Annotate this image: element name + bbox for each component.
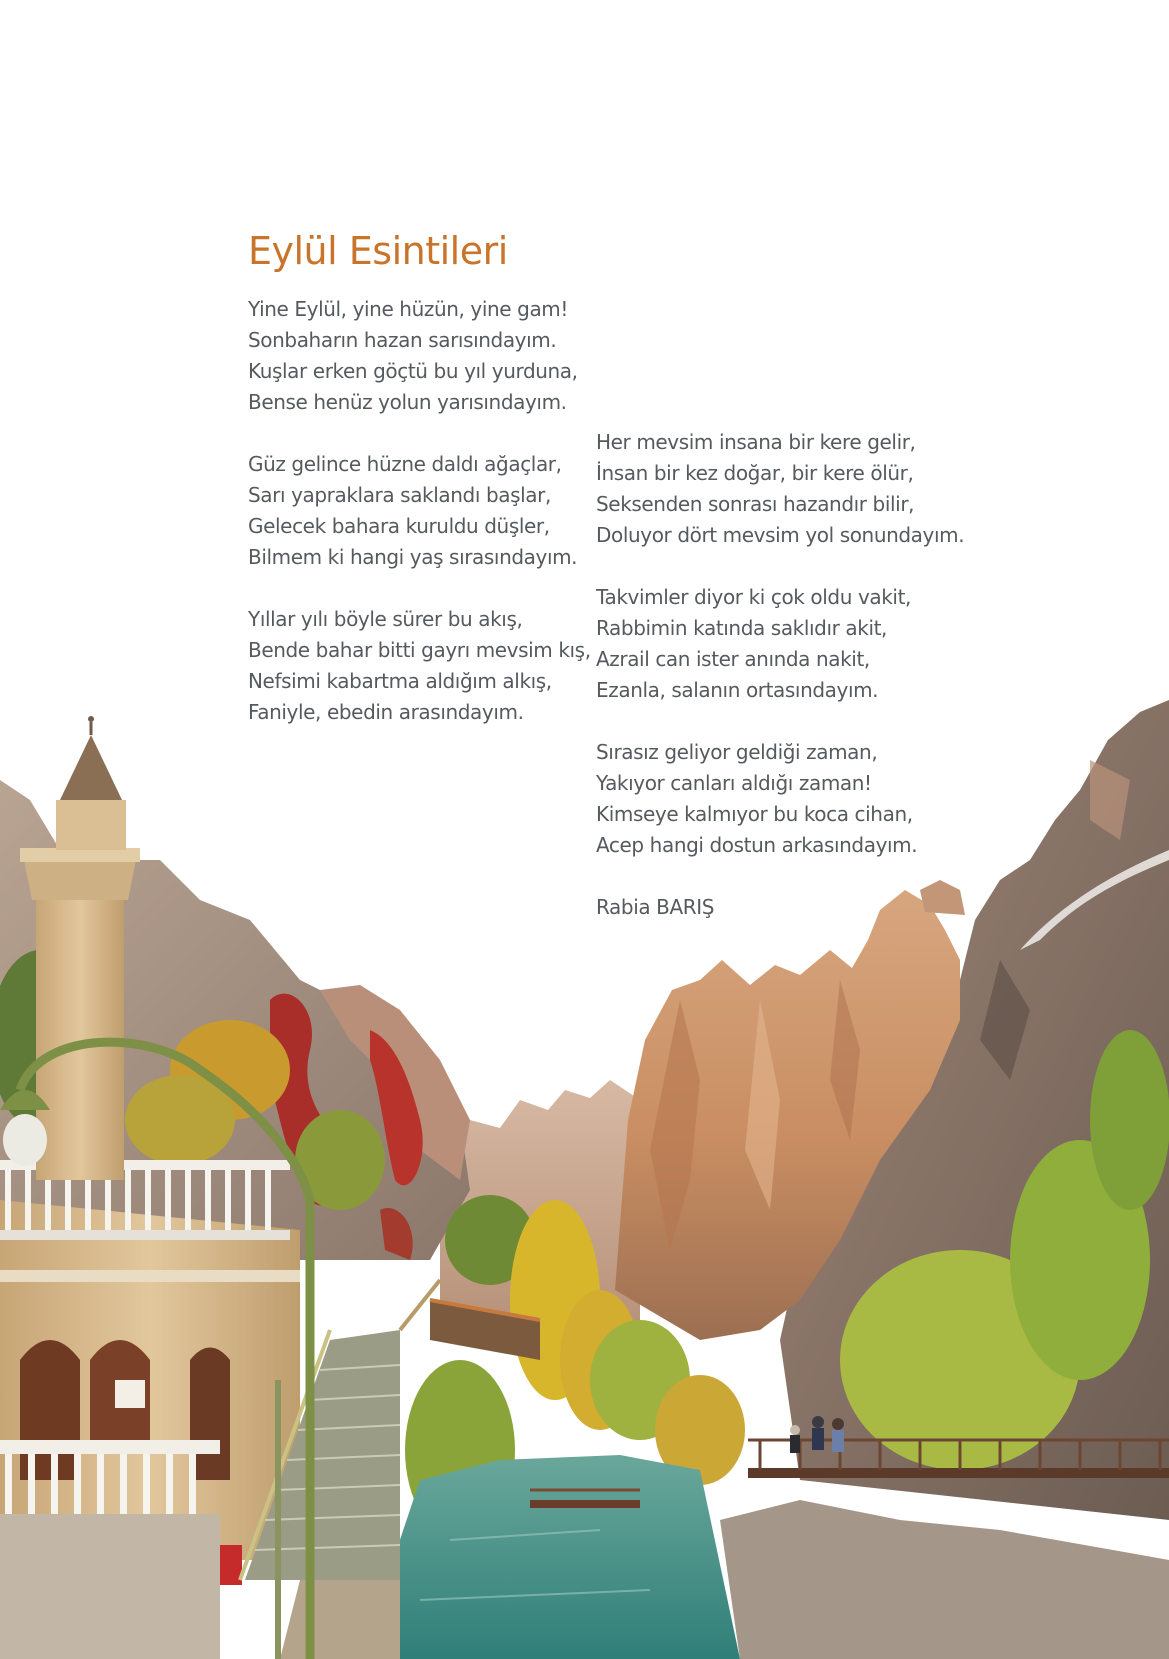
minaret-icon [20,716,140,1180]
poem-line: Her mevsim insana bir kere gelir, [596,430,916,454]
poem-line: Bilmem ki hangi yaş sırasındayım. [248,545,578,569]
poem-line: Doluyor dört mevsim yol sonundayım. [596,523,965,547]
poem-author [596,892,964,923]
poem-line: Bense henüz yolun yarısındayım. [248,390,567,414]
poem-line: Nefsimi kabartma aldığım alkış, [248,669,552,693]
poem-line: Sarı yapraklara saklandı başlar, [248,483,551,507]
poem-line: Kuşlar erken göçtü bu yıl yurduna, [248,359,578,383]
poem-line: Yakıyor canları aldığı zaman! [596,771,872,795]
poem-stanza [248,294,591,418]
poem-line: İnsan bir kez doğar, bir kere ölür, [596,461,914,485]
poem-line: Rabbimin katında saklıdır akit, [596,616,887,640]
poem-line: Sırasız geliyor geldiği zaman, [596,740,878,764]
poem-line: Takvimler diyor ki çok oldu vakit, [596,585,911,609]
right-bank [720,1500,1169,1659]
poem-line: Acep hangi dostun arkasındayım. [596,833,918,857]
poem-left-column [248,294,591,759]
poem-stanza [596,737,964,861]
poem-line: Sonbaharın hazan sarısındayım. [248,328,557,352]
poem-line: Gelecek bahara kuruldu düşler, [248,514,550,538]
poem-stanza [596,427,964,551]
poem-right-column [596,427,964,954]
poem-line: Bende bahar bitti gayrı mevsim kış, [248,638,591,662]
poem-stanza [248,449,591,573]
poem-line: Ezanla, salanın ortasındayım. [596,678,879,702]
poem-line: Azrail can ister anında nakit, [596,647,870,671]
poem-line: Yine Eylül, yine hüzün, yine gam! [248,297,569,321]
poem-line: Güz gelince hüzne daldı ağaçlar, [248,452,562,476]
poem-stanza [596,582,964,706]
author-name: Rabia BARIŞ [596,895,715,919]
poem-line: Faniyle, ebedin arasındayım. [248,700,524,724]
poem-line: Yıllar yılı böyle sürer bu akış, [248,607,523,631]
poem-line: Kimseye kalmıyor bu koca cihan, [596,802,913,826]
poem-title: Eylül Esintileri [248,229,508,273]
poem-stanza [248,604,591,728]
poem-line: Seksenden sonrası hazandır bilir, [596,492,915,516]
